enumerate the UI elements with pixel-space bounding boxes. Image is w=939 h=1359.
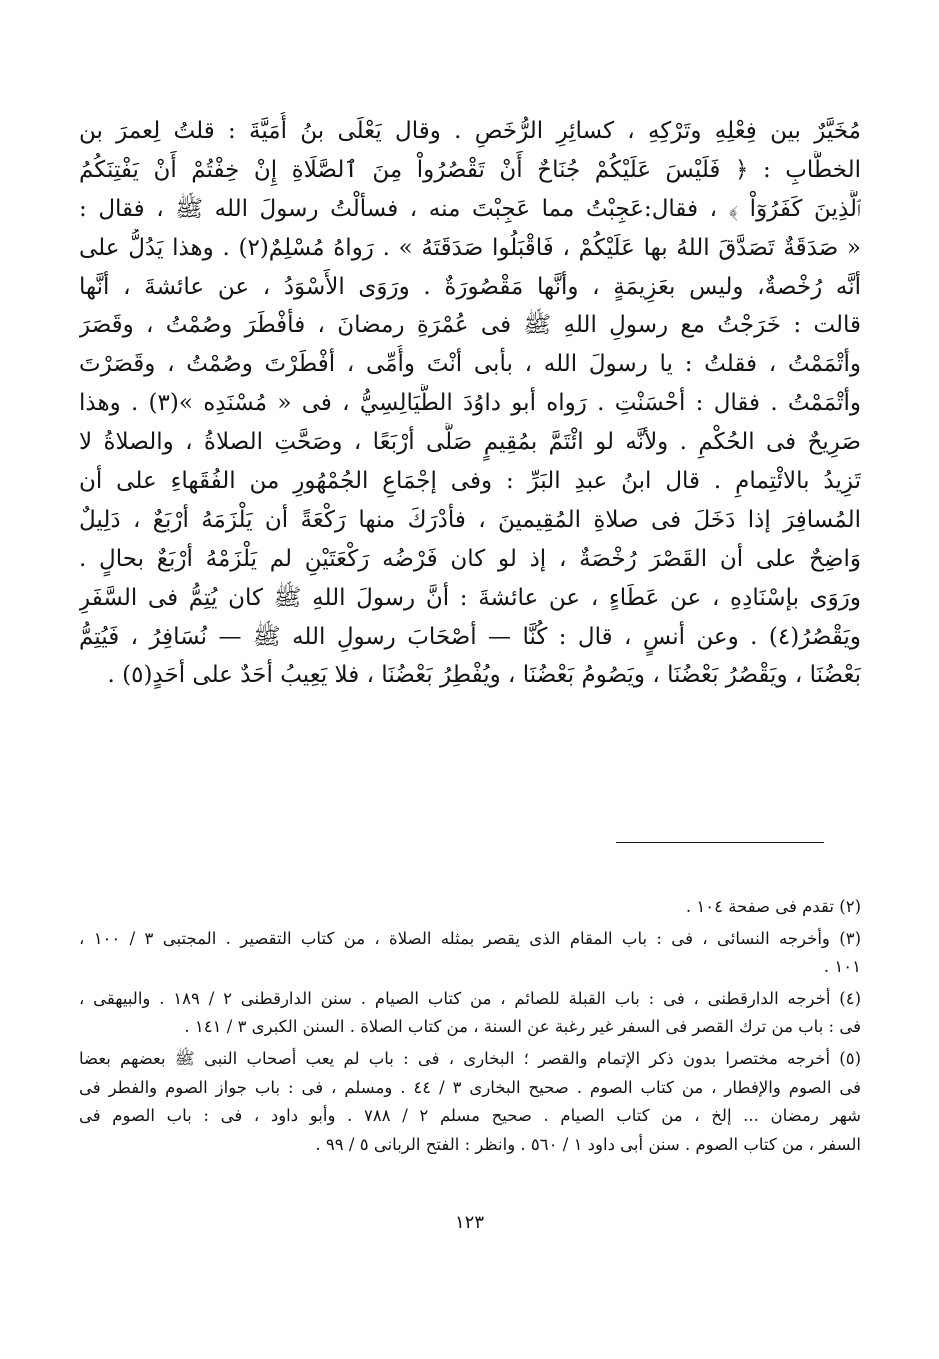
main-text-line: تَزِيدُ بالائْتِمامِ . قال ابنُ عبدِ البَرِّ : وفى إجْمَاعِ الجُمْهُورِ من الفُقَهاءِ على أن (79, 468, 861, 495)
footnote-line: السفر ، من كتاب الصوم . سنن أبى داود ١ / ٥٦٠ . وانظر : الفتح الربانى ٥ / ٩٩ . (315, 1134, 861, 1154)
footnote-line: (٥) أخرجه مختصرا بدون ذكر الإتمام والقصر ؛ البخارى ، فى : باب لم يعب أصحاب النبى ﷺ بعضهم بعضا (79, 1048, 861, 1068)
main-text-line: وَاضِحٌ على أن القَصْرَ رُخْصَةٌ ، إذ لو كان فَرْضُه رَكْعَتَيْنِ لم يَلْزَمْهُ أرْبَعٌ بحالٍ . (79, 545, 861, 572)
footnote-separator (616, 842, 824, 843)
main-text-line: وأتْمَمْتُ ، فقلتُ : يا رسولَ الله ، بأبى أنْتَ وأُمِّى ، أفْطَرْتَ وصُمْتُ ، وقَصَرْتَ (79, 351, 861, 378)
main-text-line: أنَّه رُخْصةٌ، وليس بعَزِيمَةٍ ، وأنَّها مَقْصُورَةٌ . ورَوَى الأَسْوَدُ ، عن عائشةَ ، أنَّها (79, 273, 861, 300)
footnote-line: ١٠١ . (823, 957, 861, 977)
footnote-2 (79, 893, 861, 922)
main-text-line: مُخَيَّرٌ بين فِعْلِهِ وتَرْكِهِ ، كسائِرِ الرُّخَصِ . وقال يَعْلَى بنُ أُمَيَّةَ : قلتُ لِعمرَ بن (79, 118, 861, 144)
main-text-block (79, 112, 861, 695)
footnote-4 (79, 985, 861, 1042)
footnote-line: فى : باب من ترك القصر فى السفر غير رغبة عن السنة ، من كتاب الصلاة . السنن الكبرى ٣ / ١٤١ . (184, 1017, 861, 1037)
footnote-line: شهر رمضان ... إلخ ، من كتاب الصيام . صحيح مسلم ٢ / ٧٨٨ . وأبو داود ، فى : باب الصوم فى (79, 1106, 861, 1126)
main-text-line: الخطَّابِ : ﴿ فَلَيْسَ عَلَيْكُمْ جُنَاحٌ أَنْ تَقْصُرُواْ مِنَ ٱلصَّلَاةِ إِنْ خِفْتُمْ أَنْ يَفْتِنَكُمُ (79, 156, 861, 183)
main-text-line: قالت : خَرَجْتُ مع رسولِ اللهِ ﷺ فى عُمْرَةِ رمضانَ ، فأفْطَرَ وصُمْتُ ، وقَصَرَ (79, 312, 861, 339)
main-text-line: وأتْمَمْتُ . فقال : أحْسَنْتِ . رَواه أبو داوُدَ الطَّيَالِسِيُّ ، فى « مُسْنَدِه »(٣) . وهذا (79, 390, 861, 417)
main-text-line: المُسافِرَ إذا دَخَلَ فى صلاةِ المُقِيمينَ ، فأدْرَكَ منها رَكْعَةً أن يَلْزَمَهُ أرْبَعٌ ، دَلِيلٌ (79, 506, 861, 533)
footnote-line: (٢) تقدم فى صفحة ١٠٤ . (685, 897, 861, 916)
footnotes-block (79, 893, 861, 1159)
main-text-line: ورَوَى بإسْنَادِهِ ، عن عَطَاءٍ ، عن عائشةَ : أنَّ رسولَ اللهِ ﷺ كان يُتِمُّ فى السَّفَرِ (79, 584, 861, 611)
footnote-5 (79, 1045, 861, 1159)
main-text-line: بَعْضُنَا ، ويَقْصُرُ بَعْضُنَا ، ويَصُومُ بَعْضُنَا ، ويُفْطِرُ بَعْضُنَا ، فلا يَعِيبُ أحَدٌ على أحَدٍ(٥) . (107, 662, 861, 689)
footnote-line: فى الصوم والإفطار ، من كتاب الصوم . صحيح البخارى ٣ / ٤٤ . ومسلم ، فى : باب جواز الصوم والفطر فى (79, 1077, 861, 1097)
footnote-line: (٣) وأخرجه النسائى ، فى : باب المقام الذى يقصر بمثله الصلاة ، من كتاب التقصير . المجتبى ٣ / ١٠٠ ، (79, 928, 861, 948)
main-text-line: ٱلَّذِينَ كَفَرُوٓاْ ﴾ ، فقال:عَجِبْتُ مما عَجِبْتَ منه ، فسألْتُ رسولَ الله ﷺ ، فقال : (79, 195, 861, 222)
main-text-line: « صَدَقَةٌ تَصَدَّقَ اللهُ بها عَلَيْكُمْ ، فَاقْبَلُوا صَدَقَتَهُ » . رَواهُ مُسْلِمٌ(٢) . وهذا يَدُلُّ على (79, 234, 861, 261)
page-number: ١٢٣ (454, 1212, 484, 1233)
main-text-line: ويَقْصُرُ(٤) . وعن أنسٍ ، قال : كُنَّا — أصْحَابَ رسولِ الله ﷺ — نُسَافِرُ ، فَيُتِمُّ (79, 623, 861, 650)
footnote-line: (٤) أخرجه الدارقطنى ، فى : باب القبلة للصائم ، من كتاب الصيام . سنن الدارقطنى ٢ / ١٨٩ . والبيهقى ، (79, 988, 861, 1008)
footnote-3 (79, 925, 861, 982)
main-text-line: صَرِيحٌ فى الحُكْمِ . ولأنَّه لو ائْتَمَّ بمُقِيمٍ صَلَّى أرْبَعًا ، وصَحَّتِ الصلاةُ ، والصلاةُ لا (79, 429, 861, 456)
